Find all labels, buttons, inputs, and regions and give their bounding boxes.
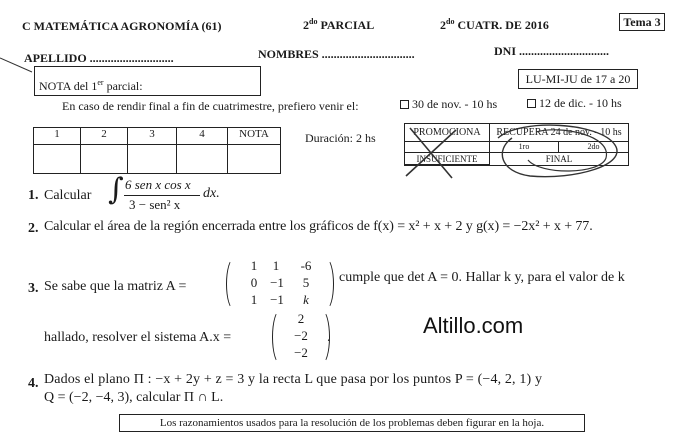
problem-1-denominator: 3 − sen² x xyxy=(129,197,181,212)
watermark: Altillo.com xyxy=(423,313,524,338)
nombres-field: NOMBRES ............................... xyxy=(258,47,415,61)
problem-1-number: 1. xyxy=(28,188,39,203)
schedule-box: LU-MI-JU de 17 a 20 xyxy=(518,69,638,89)
duration-label: Duración: 2 hs xyxy=(305,131,376,145)
dni-field: DNI .............................. xyxy=(494,44,610,58)
final-option-2[interactable]: 12 de dic. - 10 hs xyxy=(527,96,622,111)
problem-3-text-a: Se sabe que la matriz A = xyxy=(44,279,187,294)
tema-badge: Tema 3 xyxy=(619,13,665,31)
problem-1-dx: dx. xyxy=(203,186,220,201)
fraction-bar xyxy=(124,195,200,196)
final-option-1[interactable]: 30 de nov. - 10 hs xyxy=(400,97,497,112)
course-title: MATEMÁTICA AGRONOMÍA (61) xyxy=(33,19,222,33)
problem-4-text-a: Dados el plano Π : −x + 2y + z = 3 y la recta L que pasa por los puntos P = (−4, 2, 1) y xyxy=(44,372,543,387)
insuficiente-cell: INSUFICIENTE xyxy=(404,152,490,166)
problem-3-text-c: hallado, resolver el sistema A.x = xyxy=(44,330,232,345)
problem-2-number: 2. xyxy=(28,221,39,236)
grade-header-nota: NOTA xyxy=(227,127,281,145)
grade-header-4: 4 xyxy=(176,127,228,145)
cuatrimestre-label: $2^{do}$ CUATR. DE 2016 xyxy=(440,17,549,32)
problem-4-text-b: Q = (−2, −4, 3), calcular Π ∩ L. xyxy=(44,390,224,405)
nota-label: NOTA del 1er parcial: xyxy=(39,78,143,93)
problem-3-text-b: cumple que det A = 0. Hallar k y, para el valor de k xyxy=(339,270,625,285)
footer-note: Los razonamientos usados para la resolución de los problemas deben figurar en la hoja. xyxy=(119,414,585,432)
grade-header-3: 3 xyxy=(127,127,177,145)
partial-label: $2^{do}$ PARCIAL xyxy=(303,17,375,32)
apellido-field: APELLIDO ............................ xyxy=(24,51,174,65)
problem-4-number: 4. xyxy=(28,376,39,391)
problem-3-number: 3. xyxy=(28,281,39,296)
vector-period: . xyxy=(327,330,331,345)
promociona-cell: PROMOCIONA xyxy=(404,123,490,142)
integral-icon: ∫ xyxy=(108,172,124,207)
problem-1-text: Calcular xyxy=(44,188,92,203)
recupera-sub-2: 2do xyxy=(558,141,629,153)
grade-header-1: 1 xyxy=(33,127,81,145)
problem-1-numerator: 6 sen x cos x xyxy=(125,177,191,192)
recupera-cell: RECUPERA 24 de nov. - 10 hs xyxy=(489,123,629,142)
grade-header-2: 2 xyxy=(80,127,128,145)
final-cell: FINAL xyxy=(489,152,629,166)
problem-2-text: Calcular el área de la región encerrada entre los gráficos de f(x) = x² + x + 2 y g(x) = −2x² + x + 77. xyxy=(44,219,593,234)
header-prefix: C xyxy=(22,19,31,33)
final-preference-text: En caso de rendir final a fin de cuatrimestre, prefiero venir el: xyxy=(62,99,359,113)
recupera-sub-1: 1ro xyxy=(489,141,559,153)
